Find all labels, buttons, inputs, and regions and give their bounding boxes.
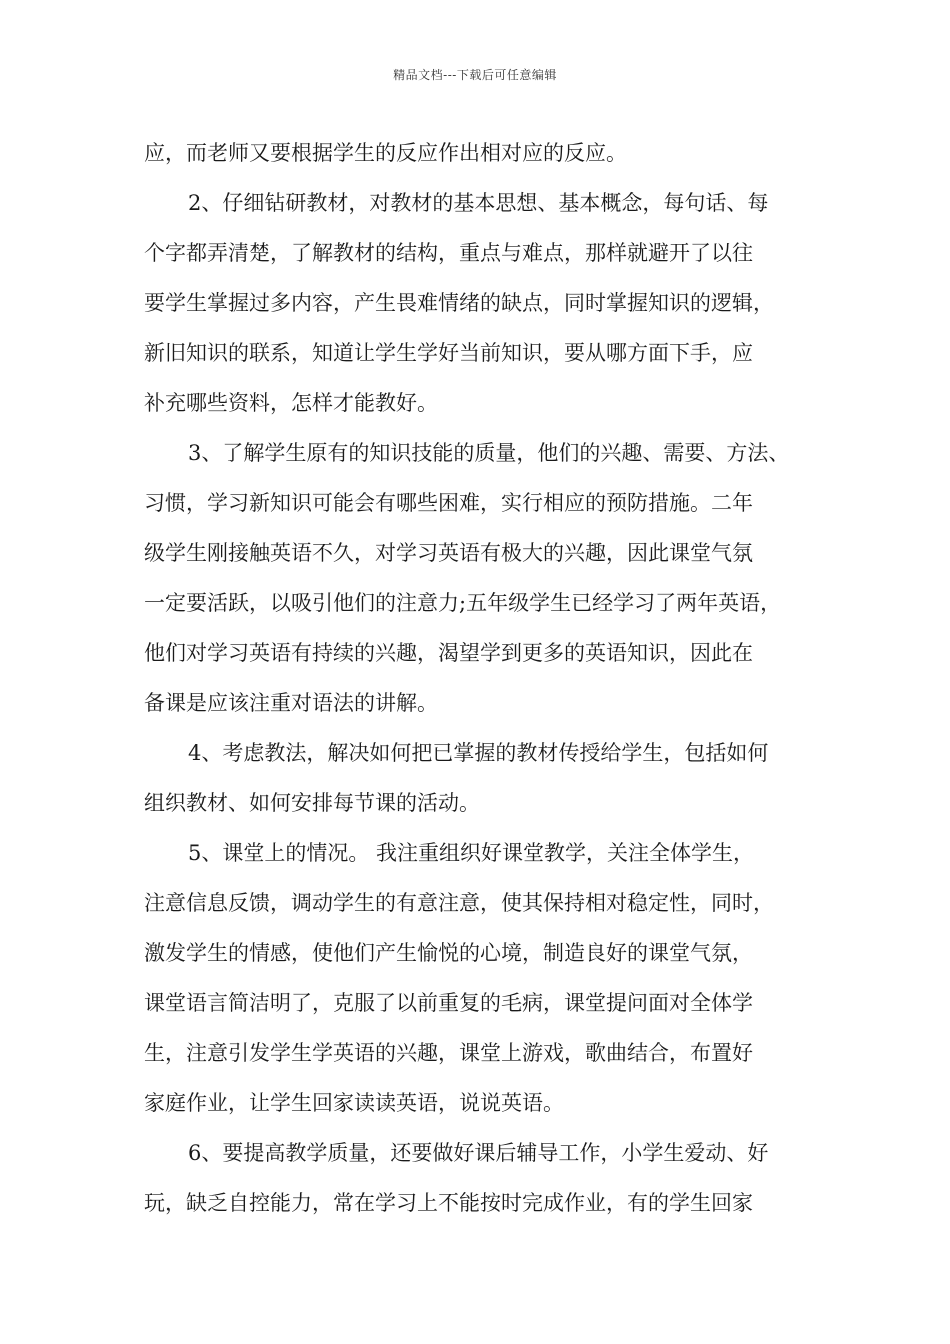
text-line: 备课是应该注重对语法的讲解。 — [144, 691, 438, 715]
text-line: 要学生掌握过多内容，产生畏难情绪的缺点，同时掌握知识的逻辑， — [144, 291, 774, 315]
text-line: 他们对学习英语有持续的兴趣，渴望学到更多的英语知识，因此在 — [144, 641, 753, 665]
text-line: 应，而老师又要根据学生的反应作出相对应的反应。 — [144, 141, 627, 165]
text-line: 习惯，学习新知识可能会有哪些困难，实行相应的预防措施。二年 — [144, 491, 753, 515]
body-text — [144, 128, 830, 1228]
text-line: 注意信息反馈，调动学生的有意注意，使其保持相对稳定性，同时， — [144, 891, 774, 915]
text-line: 家庭作业，让学生回家读读英语，说说英语。 — [144, 1091, 564, 1115]
text-line: 组织教材、如何安排每节课的活动。 — [144, 791, 480, 815]
text-line: 补充哪些资料，怎样才能教好。 — [144, 391, 438, 415]
text-line: 课堂语言简洁明了，克服了以前重复的毛病，课堂提问面对全体学 — [144, 991, 753, 1015]
text-line: 6、要提高教学质量，还要做好课后辅导工作，小学生爱动、好 — [188, 1141, 769, 1165]
text-line: 激发学生的情感，使他们产生愉悦的心境，制造良好的课堂气氛， — [144, 941, 753, 965]
text-line: 新旧知识的联系，知道让学生学好当前知识，要从哪方面下手，应 — [144, 341, 753, 365]
text-line: 个字都弄清楚，了解教材的结构，重点与难点，那样就避开了以往 — [144, 241, 753, 265]
text-line: 玩，缺乏自控能力，常在学习上不能按时完成作业，有的学生回家 — [144, 1191, 753, 1215]
text-line: 2、仔细钻研教材，对教材的基本思想、基本概念，每句话、每 — [188, 191, 769, 215]
page-header: 精品文档---下载后可任意编辑 — [393, 68, 557, 82]
text-line: 级学生刚接触英语不久，对学习英语有极大的兴趣，因此课堂气氛 — [144, 541, 753, 565]
text-line: 一定要活跃，以吸引他们的注意力;五年级学生已经学习了两年英语， — [144, 591, 782, 615]
text-line: 3、了解学生原有的知识技能的质量，他们的兴趣、需要、方法、 — [188, 441, 790, 465]
text-line: 生，注意引发学生学英语的兴趣，课堂上游戏，歌曲结合，布置好 — [144, 1041, 753, 1065]
text-line: 5、课堂上的情况。 我注重组织好课堂教学，关注全体学生， — [188, 841, 755, 865]
text-line: 4、考虑教法，解决如何把已掌握的教材传授给学生，包括如何 — [188, 741, 769, 765]
